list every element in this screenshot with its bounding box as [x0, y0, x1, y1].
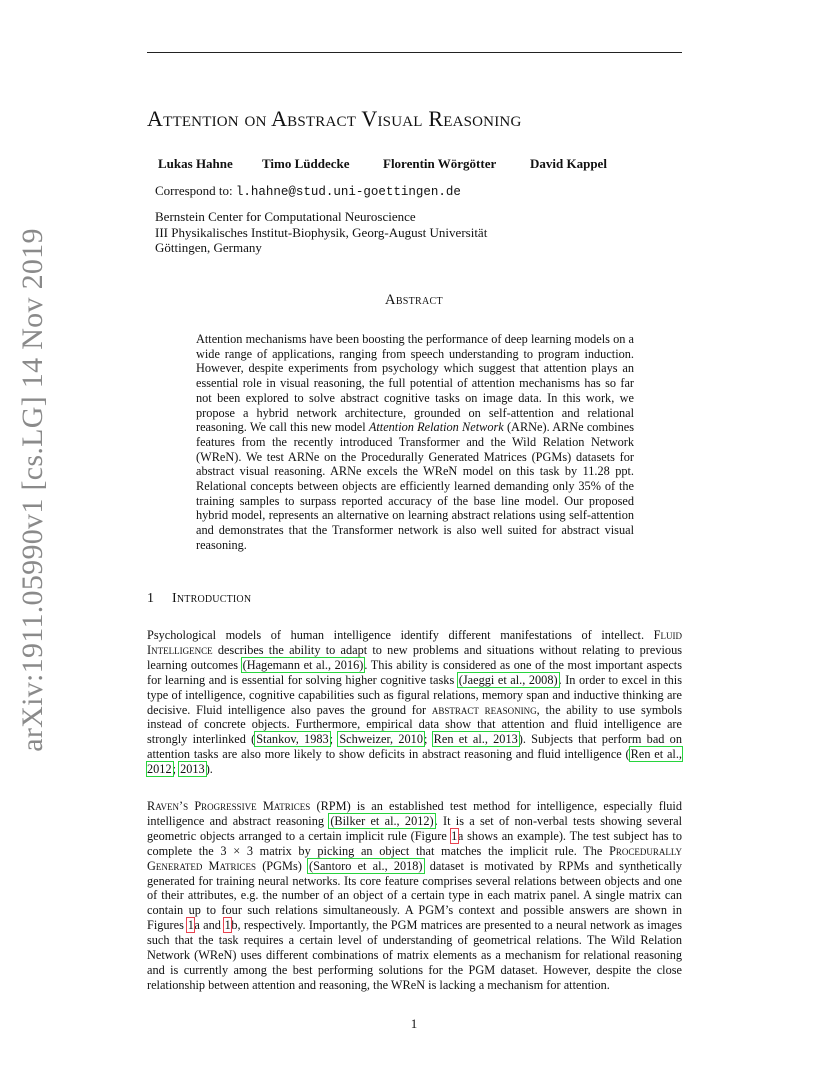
- section-number: 1: [147, 591, 155, 606]
- intro-paragraph-2: Raven’s Progressive Matrices (RPM) is an established test method for intelligence, especially fluid intelligence and abstract reasoning (Bilker et al., 2012). It is a set of non-verbal tests showing several geometric objects arranged to a certain implicit rule (Figure 1a shows an example). The test subject has to complete the 3 × 3 matrix by picking an object that matches the implicit rule. The Procedurally Generated Matrices (PGMs) (Santoro et al., 2018) dataset is motivated by RPMs and synthetically generated for training neural networks. Its core feature comprises several relations between objects and one of their attributes, e.g. the number of an object of a certain type in each matrix panel. A single matrix can contain up to four such relations simultaneously. A PGM’s context and possible answers are shown in Figures 1a and 1b, respectively. Importantly, the PGM matrices are presented to a neural network as images such that the task requires a certain level of understanding of geometrical relations. The Wild Relation Network (WReN) uses different combinations of matrix elements as a mechanism for relational reasoning and is currently among the best performing solutions for the PGM dataset. However, despite the close relationship between attention and reasoning, the WReN is lacking a mechanism for attention.: [147, 799, 683, 992]
- term: Raven’s Progressive Matrices: [147, 799, 311, 813]
- citation-link[interactable]: (Jaeggi et al., 2008): [458, 672, 558, 687]
- abstract-text: Attention mechanisms have been boosting the performance of deep learning models on a wide range of applications, ranging from speech understanding to program induction. However, despite experiments from psychology which suggest that attention plays an essential role in visual reasoning, the full potential of attention mechanisms has so far not been explored to solve abstract cognitive tasks on image data. In this work, we propose a hybrid network architecture, grounded on self-attention and relational reasoning. We call this new model: [196, 332, 634, 435]
- top-rule: [147, 52, 682, 53]
- figure-ref-link[interactable]: 1: [224, 918, 231, 933]
- paper-title: Attention on Abstract Visual Reasoning: [147, 106, 522, 131]
- intro-paragraph-1: Psychological models of human intelligence identify different manifestations of intellect. Fluid Intelligence describes the ability to adapt to new problems and situations without relating to previous learning outcomes (Hagemann et al., 2016). This ability is considered as one of the most important aspects for learning and is essential for solving higher cognitive tasks (Jaeggi et al., 2008). In order to excel in this type of intelligence, cognitive capabilities such as figural relations, memory span and inductive thinking are decisive. Fluid intelligence also paves the ground for abstract reasoning, the ability to use symbols instead of concrete objects. Furthermore, empirical data show that attention and fluid intelligence are strongly interlinked (Stankov, 1983; Schweizer, 2010; Ren et al., 2013). Subjects that perform bad on attention tasks are also more likely to show deficits in abstract reasoning and fluid intelligence (Ren et al., 2012; 2013).: [147, 628, 683, 777]
- arxiv-identifier: arXiv:1911.05990v1 [cs.LG] 14 Nov 2019: [16, 228, 49, 752]
- section-heading: [147, 591, 251, 607]
- abstract-text: (ARNe). ARNe combines features from the recently introduced Transformer and the Wild Relation Network (WReN). We test ARNe on the Procedurally Generated Matrices (PGMs) datasets for abstract visual reasoning. ARNe excels the WReN model on this task by 11.28 ppt. Relational concepts between objects are efficiently learned demanding only 35% of the training samples to surpass reported accuracy of the base line model. Our proposed hybrid model, represents an alternative on learning abstract relations using self-attention and demonstrates that the Transformer network is also well suited for abstract visual reasoning.: [196, 420, 634, 552]
- citation-link[interactable]: Ren et al., 2012: [147, 747, 683, 777]
- model-name: Attention Relation Network: [368, 420, 504, 435]
- author-name: David Kappel: [530, 156, 607, 171]
- citation-link[interactable]: (Santoro et al., 2018): [309, 858, 423, 873]
- citation-link[interactable]: (Hagemann et al., 2016): [242, 657, 364, 672]
- affiliation: [155, 209, 487, 256]
- correspondence-label: Correspond to:: [155, 183, 233, 198]
- author-name: Timo Lüddecke: [262, 156, 350, 171]
- citation-link[interactable]: 2013: [180, 762, 205, 777]
- citation-link[interactable]: Ren et al., 2013: [433, 732, 518, 747]
- abstract-heading: Abstract: [385, 292, 443, 308]
- figure-ref-link[interactable]: 1: [451, 828, 458, 843]
- page-number: 1: [410, 1016, 418, 1031]
- term: abstract reasoning: [431, 702, 537, 717]
- correspondence-line: [155, 183, 461, 199]
- affiliation-line: Göttingen, Germany: [155, 240, 262, 255]
- section-title: Introduction: [172, 591, 252, 606]
- term: Fluid Intelligence: [147, 628, 682, 657]
- author-name: Florentin Wörgötter: [383, 156, 497, 171]
- affiliation-line: III Physikalisches Institut-Biophysik, Georg-August Universität: [155, 224, 488, 240]
- author-name: Lukas Hahne: [158, 156, 233, 171]
- affiliation-line: Bernstein Center for Computational Neuroscience: [155, 209, 416, 224]
- citation-link[interactable]: Stankov, 1983: [256, 732, 329, 747]
- citation-link[interactable]: (Bilker et al., 2012): [330, 813, 434, 828]
- author-list: [0, 156, 828, 174]
- figure-ref-link[interactable]: 1: [187, 918, 194, 933]
- correspondence-email[interactable]: l.hahne@stud.uni-goettingen.de: [235, 185, 461, 199]
- abstract-body: [196, 332, 634, 553]
- citation-link[interactable]: Schweizer, 2010: [339, 732, 423, 747]
- term: Procedurally Generated Matrices: [147, 843, 682, 873]
